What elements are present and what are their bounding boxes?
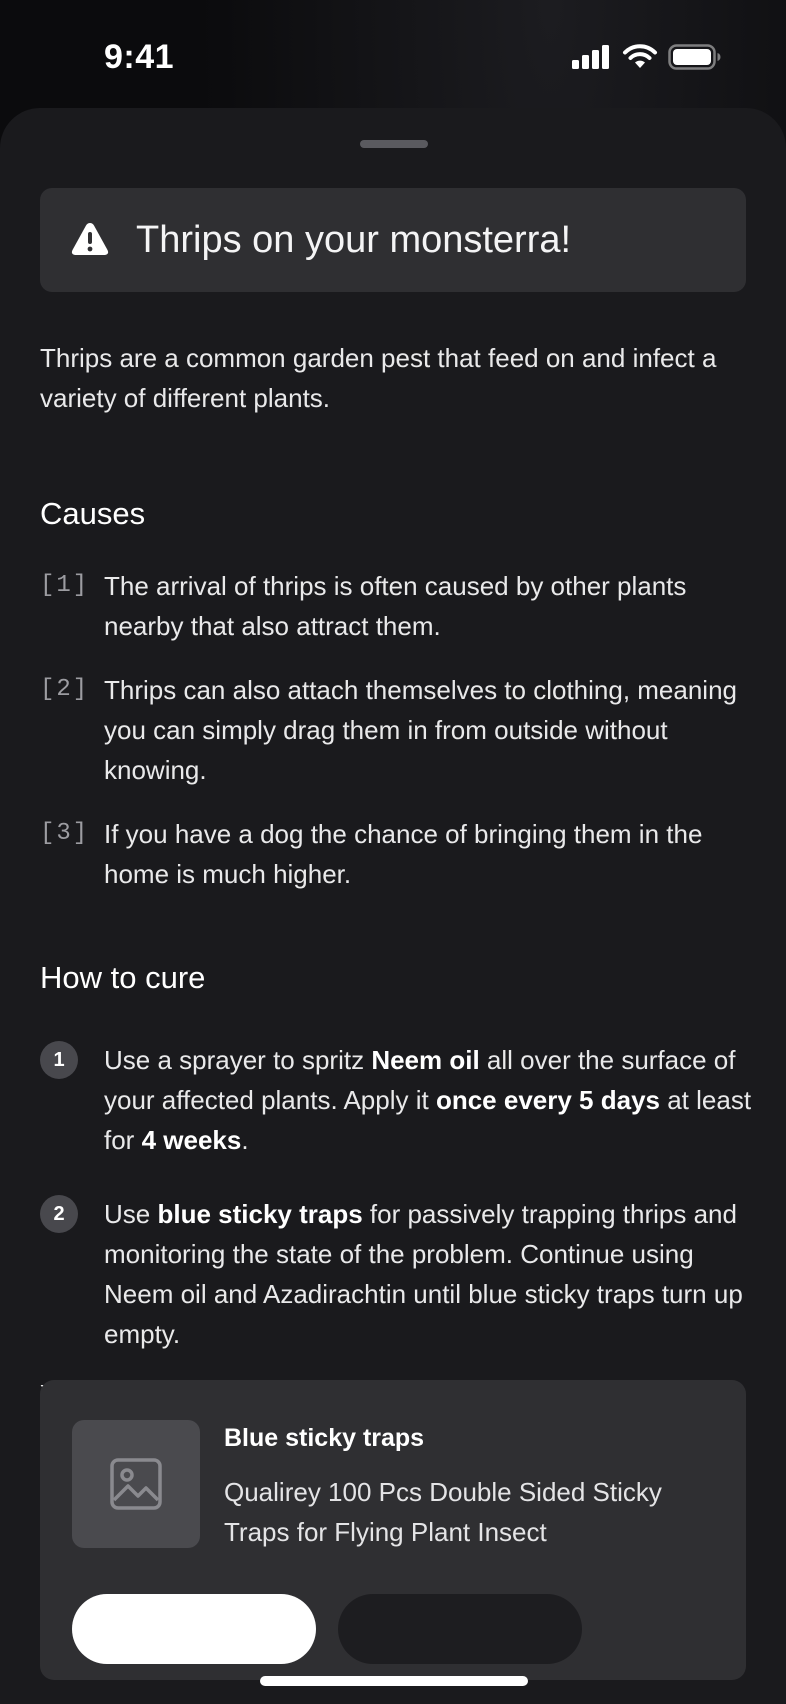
cure-step-number-wrap: [40, 1194, 104, 1354]
battery-icon: [668, 44, 722, 70]
cause-text: If you have a dog the chance of bringing them in the home is much higher.: [104, 819, 703, 889]
cure-step: [40, 1040, 752, 1160]
warning-icon: [70, 220, 110, 260]
alert-banner: [40, 188, 746, 292]
product-name: Blue sticky traps: [224, 1424, 425, 1452]
alert-title: Thrips on your monsterra!: [136, 218, 572, 261]
cure-step-text-part: Use a sprayer to spritz: [104, 1045, 372, 1075]
cure-step-text-part: at least for: [104, 1085, 752, 1155]
sheet-grabber[interactable]: [360, 140, 428, 148]
cause-text: The arrival of thrips is often caused by other plants nearby that also attract them.: [104, 571, 687, 641]
cure-heading: How to cure: [40, 960, 206, 995]
product-card[interactable]: [40, 1380, 746, 1680]
cause-item: [40, 670, 752, 790]
product-primary-button[interactable]: [72, 1594, 316, 1664]
cause-item: [40, 814, 752, 894]
causes-list: [40, 566, 752, 918]
cause-marker: [2]: [40, 676, 90, 703]
product-secondary-button[interactable]: [338, 1594, 582, 1664]
cure-step-text-part: for passively trapping thrips and monitoring the state of the problem. Continue using Neem oil and Azadirachtin until blue sticky traps turn up empty.: [104, 1199, 743, 1349]
cause-marker: [3]: [40, 820, 90, 847]
status-time: 9:41: [104, 38, 175, 76]
cure-step-number-wrap: [40, 1040, 104, 1160]
status-icons: [572, 44, 722, 70]
cause-item: [40, 566, 752, 646]
cure-step-text-bold: 4 weeks: [141, 1125, 242, 1155]
cure-step-text-part: .: [241, 1125, 249, 1155]
cure-step: [40, 1194, 752, 1354]
cure-step-number: 2: [40, 1195, 78, 1233]
cure-step-number: 1: [40, 1041, 78, 1079]
cure-step-text: [104, 1040, 752, 1160]
image-placeholder-icon: [108, 1456, 164, 1512]
cure-step-text-bold: Neem oil: [371, 1045, 480, 1075]
intro-text: Thrips are a common garden pest that feed on and infect a variety of different plants.: [40, 343, 717, 413]
causes-heading: Causes: [40, 496, 146, 531]
cure-step-text-part: all over the surface of your affected plants. Apply it: [104, 1045, 736, 1115]
home-indicator[interactable]: [260, 1676, 528, 1686]
cure-step-text: [104, 1194, 752, 1354]
product-thumbnail: [72, 1420, 200, 1548]
status-bar: [0, 0, 786, 110]
cure-list: [40, 1040, 752, 1388]
cure-step-text-part: Use: [104, 1199, 158, 1229]
cause-text: Thrips can also attach themselves to clothing, meaning you can simply drag them in from outside without knowing.: [104, 675, 738, 785]
cure-step-text-bold: once every 5 days: [435, 1085, 660, 1115]
cellular-signal-icon: [572, 45, 612, 69]
product-description: Qualirey 100 Pcs Double Sided Sticky Traps for Flying Plant Insect: [224, 1477, 662, 1547]
cause-marker: [1]: [40, 572, 90, 599]
cure-step-text-bold: blue sticky traps: [157, 1199, 363, 1229]
wifi-icon: [622, 44, 658, 70]
